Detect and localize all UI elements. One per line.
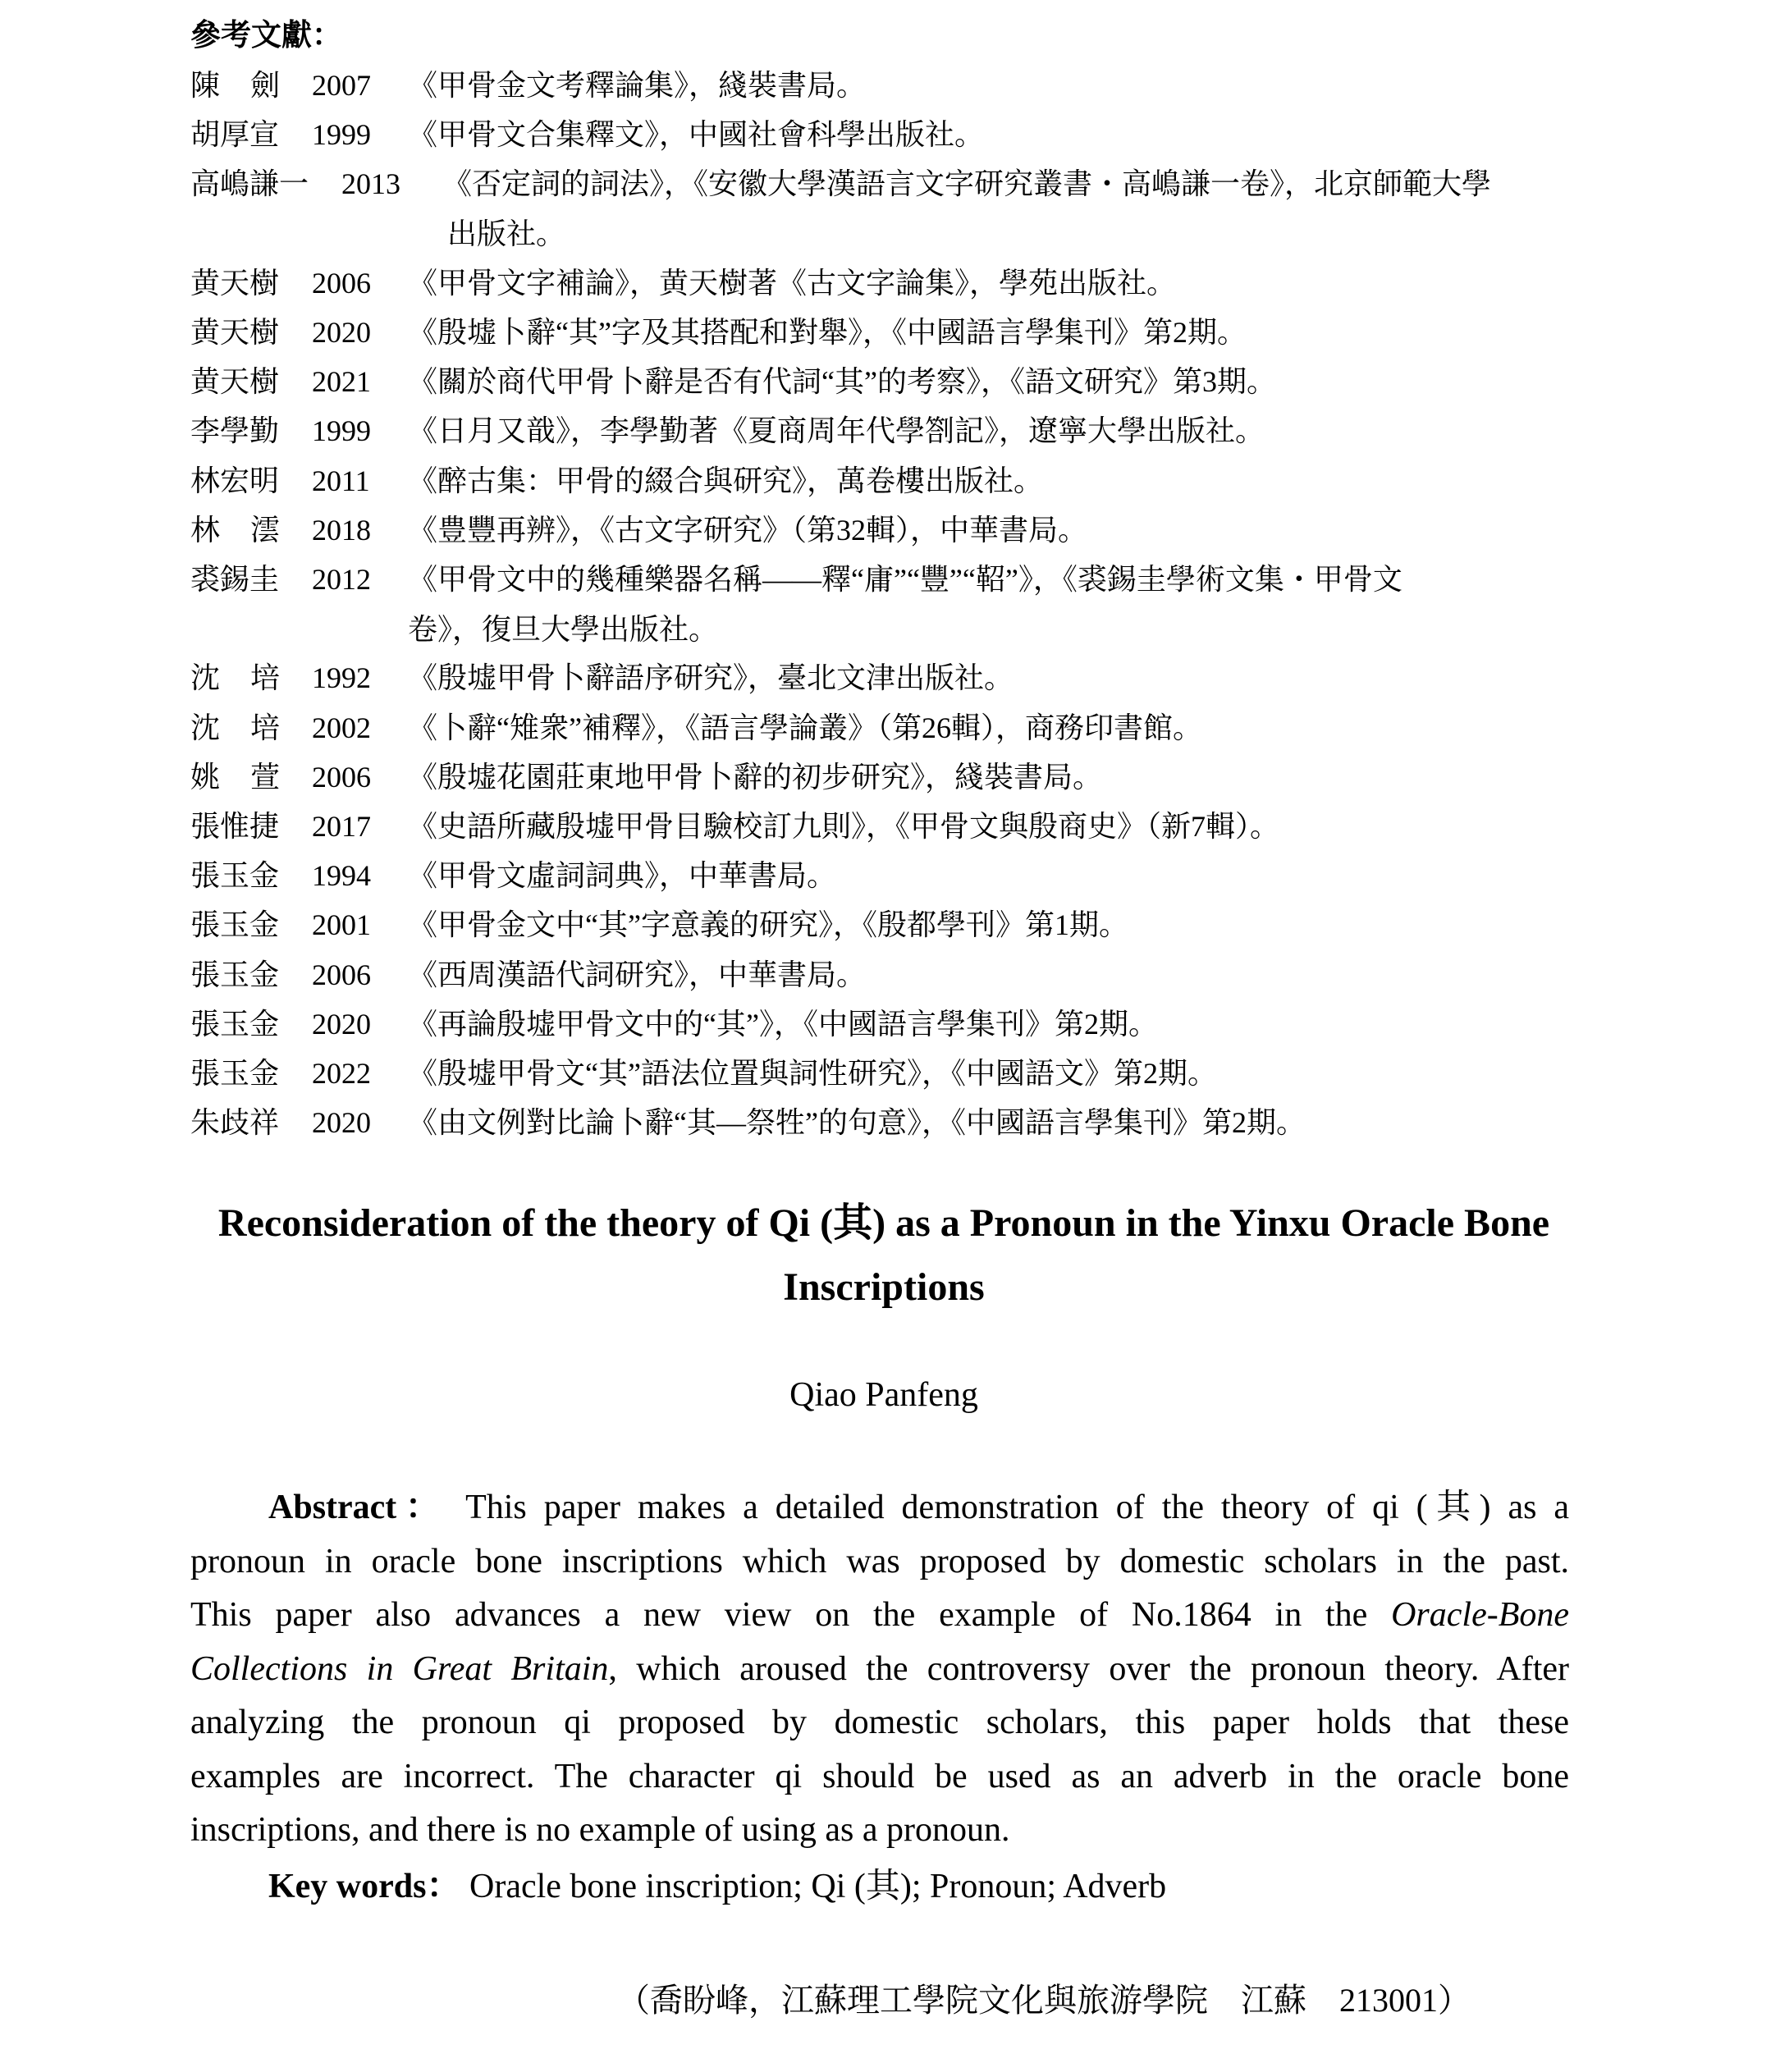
reference-author: 林宏明 <box>190 464 280 497</box>
reference-citation: 《殷墟花園莊東地甲骨卜辭的初步研究》，綫裝書局。 <box>408 760 1103 794</box>
reference-year: 2002 <box>312 711 371 744</box>
reference-author: 李學勤 <box>190 414 280 448</box>
reference-citation: 《卜辭“雉衆”補釋》，《語言學論叢》（第26輯），商務印書館。 <box>408 711 1202 744</box>
reference-author: 張玉金 <box>190 908 280 942</box>
reference-item <box>190 802 1577 851</box>
reference-year: 2006 <box>312 760 371 794</box>
reference-item <box>190 900 1577 949</box>
reference-year: 2007 <box>312 69 371 102</box>
keywords-label: Key words： <box>268 1868 461 1905</box>
abstract-line: analyzing the pronoun qi proposed by domestic scholars, this paper holds that these <box>190 1704 1569 1741</box>
book-title-italic: Collections in Great Britain <box>190 1649 609 1688</box>
abstract-label: Abstract： <box>268 1489 449 1526</box>
reference-author: 張惟捷 <box>190 810 280 843</box>
reference-author: 張玉金 <box>190 1007 280 1041</box>
reference-citation: 《再論殷墟甲骨文中的“其”》，《中國語言學集刊》第2期。 <box>408 1007 1158 1041</box>
reference-item <box>190 308 1577 357</box>
reference-citation: 《豊豐再辨》，《古文字研究》（第32輯），中華書局。 <box>408 513 1088 547</box>
reference-item <box>190 505 1577 555</box>
reference-year: 2018 <box>312 513 371 547</box>
reference-citation: 《甲骨文合集釋文》，中國社會科學出版社。 <box>408 118 985 152</box>
reference-author: 沈培 <box>190 661 311 695</box>
reference-author: 張玉金 <box>190 1057 280 1090</box>
author-affiliation: （喬盼峰，江蘇理工學院文化與旅游學院 江蘇 213001） <box>617 1982 1471 2019</box>
reference-year: 2022 <box>312 1057 371 1090</box>
reference-item <box>190 555 1577 646</box>
reference-author: 裘錫圭 <box>190 563 280 596</box>
reference-citation: 《否定詞的詞法》，《安徽大學漢語言文字研究叢書・高嶋謙一卷》，北京師範大學 <box>442 167 1492 201</box>
reference-year: 2021 <box>312 365 371 399</box>
reference-item <box>190 1049 1577 1098</box>
reference-year: 2020 <box>312 1106 371 1140</box>
reference-citation-continued: 卷》，復旦大學出版社。 <box>408 613 719 646</box>
reference-citation: 《醉古集：甲骨的綴合與研究》，萬卷樓出版社。 <box>408 464 1044 497</box>
reference-year: 2020 <box>312 316 371 349</box>
abstract-line: Collections in Great Britain, which aroused the controversy over the pronoun theory. After <box>190 1649 1569 1688</box>
abstract-line: Abstract： This paper makes a detailed demonstration of the theory of qi (其) as a <box>268 1489 1570 1526</box>
reference-item <box>190 999 1577 1049</box>
abstract-line: inscriptions, and there is no example of using as a pronoun. <box>190 1811 1010 1849</box>
reference-year: 2013 <box>341 167 400 201</box>
abstract <box>190 1481 1569 1858</box>
reference-year: 1999 <box>312 118 371 152</box>
reference-item <box>190 851 1577 900</box>
keywords-text: Oracle bone inscription; Qi (其); Pronoun; Adverb <box>469 1868 1167 1905</box>
english-title-line-1: Reconsideration of the theory of Qi (其) as a Pronoun in the Yinxu Oracle Bone <box>217 1201 1550 1245</box>
reference-year: 2006 <box>312 266 371 300</box>
reference-item <box>190 357 1577 406</box>
reference-citation: 《甲骨金文考釋論集》，綫裝書局。 <box>408 69 867 102</box>
reference-citation: 《殷墟卜辭“其”字及其搭配和對舉》，《中國語言學集刊》第2期。 <box>408 316 1247 349</box>
reference-author: 張玉金 <box>190 958 280 991</box>
reference-author: 黄天樹 <box>190 266 280 300</box>
abstract-line: examples are incorrect. The character qi should be used as an adverb in the oracle bone <box>190 1757 1569 1795</box>
reference-item <box>190 752 1577 802</box>
reference-year: 2012 <box>312 563 371 596</box>
reference-citation: 《由文例對比論卜辭“其―祭牲”的句意》，《中國語言學集刊》第2期。 <box>408 1106 1306 1140</box>
reference-citation: 《殷墟甲骨卜辭語序研究》，臺北文津出版社。 <box>408 661 1014 695</box>
reference-item <box>190 61 1577 110</box>
reference-author: 沈培 <box>190 711 311 744</box>
english-title-line-2: Inscriptions <box>783 1265 985 1309</box>
reference-author: 張玉金 <box>190 859 280 893</box>
reference-year: 2020 <box>312 1007 371 1041</box>
reference-author: 朱歧祥 <box>190 1106 280 1140</box>
reference-author: 林澐 <box>190 513 311 547</box>
reference-item <box>190 653 1577 702</box>
book-title-italic: Oracle-Bone <box>1391 1596 1569 1634</box>
reference-item <box>190 703 1577 752</box>
reference-author: 胡厚宣 <box>190 118 280 152</box>
reference-year: 1992 <box>312 661 371 695</box>
reference-year: 1999 <box>312 414 371 448</box>
reference-citation: 《史語所藏殷墟甲骨目驗校訂九則》，《甲骨文與殷商史》（新7輯）。 <box>408 810 1280 843</box>
reference-citation: 《關於商代甲骨卜辭是否有代詞“其”的考察》，《語文研究》第3期。 <box>408 365 1276 399</box>
reference-citation: 《殷墟甲骨文“其”語法位置與詞性研究》，《中國語文》第2期。 <box>408 1057 1217 1090</box>
reference-citation: 《甲骨金文中“其”字意義的研究》，《殷都學刊》第1期。 <box>408 908 1128 942</box>
author-name: Qiao Panfeng <box>789 1376 978 1414</box>
reference-year: 1994 <box>312 859 371 893</box>
reference-citation-continued: 出版社。 <box>447 217 566 251</box>
reference-item <box>190 406 1577 455</box>
reference-year: 2017 <box>312 810 371 843</box>
reference-author: 黄天樹 <box>190 365 280 399</box>
reference-author: 黄天樹 <box>190 316 280 349</box>
reference-item <box>190 456 1577 505</box>
reference-item <box>190 258 1577 308</box>
abstract-line: This paper also advances a new view on the example of No.1864 in the Oracle-Bone <box>190 1596 1569 1634</box>
reference-citation: 《西周漢語代詞研究》，中華書局。 <box>408 958 867 991</box>
reference-author: 高嶋謙一 <box>190 167 309 201</box>
reference-item <box>190 950 1577 999</box>
reference-citation: 《甲骨文中的幾種樂器名稱——釋“庸”“豐”“鞀”》，《裘錫圭學術文集・甲骨文 <box>408 563 1402 596</box>
reference-item <box>190 110 1577 159</box>
keywords <box>268 1863 1166 1910</box>
reference-citation: 《日月又戠》，李學勤著《夏商周年代學劄記》，遼寧大學出版社。 <box>408 414 1265 448</box>
reference-citation: 《甲骨文字補論》，黄天樹著《古文字論集》，學苑出版社。 <box>408 266 1177 300</box>
reference-year: 2011 <box>312 464 370 497</box>
abstract-line: pronoun in oracle bone inscriptions which was proposed by domestic scholars in the past. <box>190 1542 1569 1580</box>
references-heading: 參考文獻： <box>190 17 342 53</box>
reference-item <box>190 1098 1577 1147</box>
reference-author: 陳劍 <box>190 69 311 102</box>
reference-author: 姚萱 <box>190 760 311 794</box>
reference-year: 2006 <box>312 958 371 991</box>
reference-item <box>190 159 1577 251</box>
reference-citation: 《甲骨文虛詞詞典》，中華書局。 <box>408 859 837 893</box>
reference-year: 2001 <box>312 908 371 942</box>
